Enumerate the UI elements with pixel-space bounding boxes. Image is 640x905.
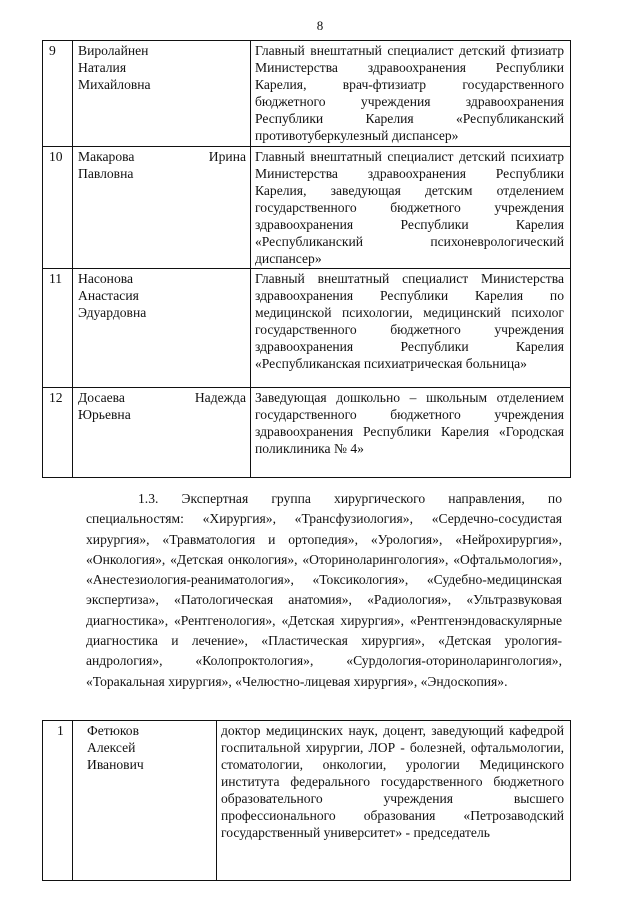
- member-position: Заведующая дошкольно – школьным отделением государственного бюджетного учреждения здравоохранения Республики Карелия «Городская поликлиника № 4»: [251, 388, 571, 478]
- page-number: 8: [316, 18, 324, 33]
- table-row: [43, 269, 571, 388]
- name-line: Иванович: [87, 757, 144, 772]
- name-line: Виролайнен: [78, 43, 149, 58]
- name-line: Павловна: [78, 166, 134, 181]
- name-line: Досаева Надежда: [78, 390, 246, 405]
- table-row: [43, 147, 571, 269]
- table-row: [43, 41, 571, 147]
- row-number: 1: [43, 721, 73, 881]
- member-position: Главный внештатный специалист детский психиатр Министерства здравоохранения Республики Карелия, заведующая детским отделением государственного бюджетного учреждения здравоохранения Республики Карелия «Республиканский психоневрологический диспансер»: [251, 147, 571, 269]
- name-line: Анастасия: [78, 288, 139, 303]
- member-name: [73, 721, 217, 881]
- row-number: 11: [43, 269, 73, 388]
- member-position: Главный внештатный специалист детский фтизиатр Министерства здравоохранения Республики Карелия, врач-фтизиатр государственного бюджетного учреждения здравоохранения Республики Карелия «Республиканский противотуберкулезный диспансер»: [251, 41, 571, 147]
- name-line: Наталия: [78, 60, 127, 75]
- row-number: 9: [43, 41, 73, 147]
- member-name: [73, 41, 251, 147]
- name-line: Михайловна: [78, 77, 151, 92]
- members-table-2: [42, 720, 571, 881]
- name-line: Алексей: [87, 740, 136, 755]
- expert-group-paragraph: [86, 489, 562, 692]
- member-position: Главный внештатный специалист Министерства здравоохранения Республики Карелия по медицинской психологии, медицинский психолог государственного бюджетного учреждения здравоохранения Республики Карелия «Республиканская психиатрическая больница»: [251, 269, 571, 388]
- row-number: 12: [43, 388, 73, 478]
- row-number: 10: [43, 147, 73, 269]
- name-line: Эдуардовна: [78, 305, 147, 320]
- member-name: [73, 269, 251, 388]
- table-row: [43, 388, 571, 478]
- name-line: Юрьевна: [78, 407, 131, 422]
- members-table-1: [42, 40, 571, 478]
- member-name: [73, 388, 251, 478]
- member-name: [73, 147, 251, 269]
- paragraph-text: 1.3. Экспертная группа хирургического направления, по специальностям: «Хирургия», «Трансфузиология», «Сердечно-сосудистая хирургия», «Травматология и ортопедия», «Урология», «Нейрохирургия», «Онкология», «Детская онкология», «Оториноларингология», «Офтальмология», «Анестезиология-реаниматология», «Токсикология», «Судебно-медицинская экспертиза», «Патологическая анатомия», «Радиология», «Ультразвуковая диагностика», «Рентгенология», «Детская хирургия», «Рентгенэндоваскулярные диагностика и лечение», «Пластическая хирургия», «Детская урология-андрология», «Колопроктология», «Сурдология-оториноларингология», «Торакальная хирургия», «Челюстно-лицевая хирургия», «Эндоскопия».: [86, 491, 562, 689]
- member-position: доктор медицинских наук, доцент, заведующий кафедрой госпитальной хирургии, ЛОР - болезней, офтальмологии, стоматологии, онкологии, урологии Медицинского института федерального государственного бюджетного образовательного учреждения высшего профессионального образования «Петрозаводский государственный университет» - председатель: [217, 721, 571, 881]
- name-line: Фетюков: [87, 723, 139, 738]
- name-line: Макарова Ирина: [78, 149, 246, 164]
- name-line: Насонова: [78, 271, 134, 286]
- table-row: [43, 721, 571, 881]
